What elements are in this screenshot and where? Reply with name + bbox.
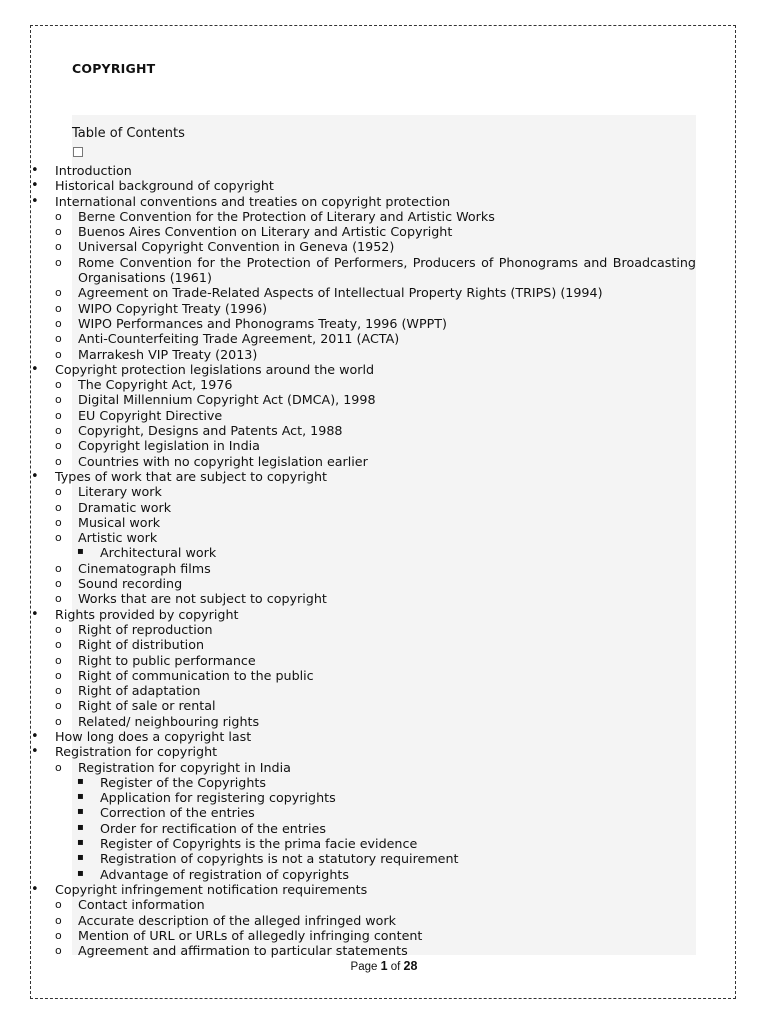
toc-entry-text: Right of distribution — [78, 637, 205, 653]
toc-bullet-icon: ▪ — [77, 837, 84, 849]
toc-bullet-icon: o — [55, 424, 62, 438]
toc-entry-text: Anti-Counterfeiting Trade Agreement, 2011 (ACTA) — [78, 331, 400, 347]
toc-entry[interactable] — [0, 943, 696, 958]
toc-entry[interactable] — [0, 714, 696, 729]
footer-current-page: 1 — [380, 959, 388, 973]
toc-bullet-icon: o — [55, 286, 62, 300]
toc-entry-text: Rome Convention for the Protection of Performers, Producers of Phonograms and Broadcasting Organisations (1961) — [78, 254, 696, 286]
toc-bullet-icon: o — [55, 760, 62, 774]
toc-bullet-icon: o — [55, 913, 62, 927]
toc-entry[interactable] — [0, 775, 696, 790]
toc-bullet-icon: o — [55, 515, 62, 529]
toc-entry[interactable] — [0, 760, 696, 775]
toc-entry-text: Right of adaptation — [78, 683, 201, 699]
toc-bullet-icon: ▪ — [77, 775, 84, 787]
toc-bullet-icon: o — [55, 240, 62, 254]
toc-bullet-icon: o — [55, 393, 62, 407]
toc-entry-text: Musical work — [78, 514, 161, 530]
toc-entry[interactable] — [0, 591, 696, 606]
toc-entry[interactable] — [0, 668, 696, 683]
toc-entry-text: Right of communication to the public — [78, 667, 314, 683]
toc-entry-text: EU Copyright Directive — [78, 407, 223, 423]
toc-entry[interactable] — [0, 408, 696, 423]
toc-entry[interactable] — [0, 530, 696, 545]
toc-bullet-icon: o — [55, 684, 62, 698]
toc-bullet-icon: o — [55, 485, 62, 499]
toc-entry-text: Register of the Copyrights — [100, 774, 266, 790]
toc-entry-text: Literary work — [78, 484, 162, 500]
toc-bullet-icon: o — [55, 255, 62, 269]
toc-entry-text: Mention of URL or URLs of allegedly infringing content — [78, 927, 423, 943]
toc-entry[interactable] — [0, 805, 696, 820]
toc-entry[interactable] — [0, 239, 696, 254]
toc-entry[interactable] — [0, 836, 696, 851]
toc-bullet-icon: ▪ — [77, 867, 84, 879]
toc-bullet-icon: • — [31, 744, 39, 760]
toc-entry[interactable] — [0, 683, 696, 698]
toc-bullet-icon: o — [55, 561, 62, 575]
toc-entry[interactable] — [0, 576, 696, 591]
toc-bullet-icon: o — [55, 653, 62, 667]
toc-entry-text: Copyright infringement notification requirements — [55, 881, 368, 897]
toc-entry[interactable] — [0, 209, 696, 224]
toc-bullet-icon: o — [55, 454, 62, 468]
toc-entry-text: Right of reproduction — [78, 621, 213, 637]
toc-entry[interactable] — [0, 744, 696, 759]
toc-bullet-icon: o — [55, 577, 62, 591]
toc-entry[interactable] — [0, 698, 696, 713]
toc-entry-text: Registration of copyrights is not a statutory requirement — [100, 851, 459, 867]
toc-entry[interactable] — [0, 897, 696, 912]
toc-entry[interactable] — [0, 653, 696, 668]
table-of-contents — [0, 163, 696, 958]
toc-bullet-icon: • — [31, 361, 39, 377]
footer-page-word: Page — [350, 961, 378, 973]
toc-entry-text: The Copyright Act, 1976 — [78, 377, 233, 393]
toc-entry[interactable] — [0, 545, 696, 560]
toc-bullet-icon: • — [31, 178, 39, 194]
toc-bullet-icon: o — [55, 714, 62, 728]
toc-entry-text: Registration for copyright — [55, 744, 218, 760]
toc-entry-text: Correction of the entries — [100, 805, 255, 821]
toc-entry-text: Dramatic work — [78, 499, 172, 515]
toc-bullet-icon: ▪ — [77, 806, 84, 818]
toc-bullet-icon: ▪ — [77, 852, 84, 864]
toc-entry-text: Berne Convention for the Protection of Literary and Artistic Works — [78, 208, 495, 224]
toc-entry[interactable] — [0, 316, 696, 331]
toc-entry-text: Copyright protection legislations around the world — [55, 361, 375, 377]
toc-bullet-icon: o — [55, 668, 62, 682]
toc-entry-text: Types of work that are subject to copyright — [55, 468, 328, 484]
toc-entry-text: Historical background of copyright — [55, 178, 274, 194]
toc-entry-text: Cinematograph films — [78, 560, 211, 576]
toc-bullet-icon: o — [55, 316, 62, 330]
toc-entry[interactable] — [0, 454, 696, 469]
toc-bullet-icon: o — [55, 209, 62, 223]
toc-entry[interactable] — [0, 347, 696, 362]
toc-entry[interactable] — [0, 285, 696, 300]
toc-bullet-icon: ▪ — [77, 791, 84, 803]
toc-entry-text: Application for registering copyrights — [100, 790, 336, 806]
toc-entry[interactable] — [0, 821, 696, 836]
toc-entry[interactable] — [0, 484, 696, 499]
toc-entry-text: Countries with no copyright legislation earlier — [78, 453, 368, 469]
toc-entry[interactable] — [0, 882, 696, 897]
toc-entry[interactable] — [0, 331, 696, 346]
toc-entry-text: Universal Copyright Convention in Geneva (1952) — [78, 239, 395, 255]
toc-bullet-icon: ▪ — [77, 546, 84, 558]
toc-bullet-icon: o — [55, 944, 62, 958]
toc-bullet-icon: • — [31, 728, 39, 744]
toc-bullet-icon: o — [55, 408, 62, 422]
toc-entry-text: WIPO Copyright Treaty (1996) — [78, 300, 268, 316]
toc-bullet-icon: • — [31, 193, 39, 209]
toc-entry-text: Introduction — [55, 163, 132, 178]
toc-entry[interactable] — [0, 913, 696, 928]
toc-entry[interactable] — [0, 178, 696, 193]
toc-entry-text: How long does a copyright last — [55, 728, 252, 744]
toc-bullet-icon: o — [55, 898, 62, 912]
toc-entry-text: Accurate description of the alleged infringed work — [78, 912, 396, 928]
toc-entry[interactable] — [0, 851, 696, 866]
toc-entry[interactable] — [0, 469, 696, 484]
toc-entry[interactable] — [0, 194, 696, 209]
toc-entry[interactable] — [0, 163, 696, 178]
toc-entry-text: Right to public performance — [78, 652, 256, 668]
toc-entry-text: WIPO Performances and Phonograms Treaty, 1996 (WPPT) — [78, 315, 447, 331]
toc-bullet-icon: o — [55, 500, 62, 514]
toc-entry-text: Right of sale or rental — [78, 698, 216, 714]
toc-bullet-icon: o — [55, 301, 62, 315]
toc-bullet-icon: o — [55, 592, 62, 606]
page-footer — [0, 959, 768, 973]
toc-entry[interactable] — [0, 607, 696, 622]
toc-entry[interactable] — [0, 515, 696, 530]
toc-entry-text: Copyright, Designs and Patents Act, 1988 — [78, 423, 343, 439]
toc-entry-text: Agreement on Trade-Related Aspects of Intellectual Property Rights (TRIPS) (1994) — [78, 285, 603, 301]
toc-bullet-icon: o — [55, 225, 62, 239]
toc-entry[interactable] — [0, 301, 696, 316]
toc-entry[interactable] — [0, 928, 696, 943]
toc-bullet-icon: o — [55, 332, 62, 346]
toc-bullet-icon: o — [55, 531, 62, 545]
toc-bullet-icon: o — [55, 638, 62, 652]
toc-entry-text: Digital Millennium Copyright Act (DMCA), 1998 — [78, 392, 376, 408]
toc-entry-text: Register of Copyrights is the prima facie evidence — [100, 836, 418, 852]
toc-bullet-icon: o — [55, 439, 62, 453]
toc-bullet-icon: • — [31, 163, 39, 178]
toc-entry[interactable] — [0, 438, 696, 453]
toc-bullet-icon: • — [31, 881, 39, 897]
toc-entry-text: Agreement and affirmation to particular statements — [78, 943, 408, 959]
toc-entry[interactable] — [0, 637, 696, 652]
toc-entry-text: Works that are not subject to copyright — [78, 591, 327, 607]
toc-entry[interactable] — [0, 561, 696, 576]
toc-entry-text: Registration for copyright in India — [78, 759, 291, 775]
toc-entry-text: Rights provided by copyright — [55, 606, 239, 622]
toc-field-checkbox-icon[interactable] — [73, 147, 83, 157]
toc-entry[interactable] — [0, 362, 696, 377]
document-title: COPYRIGHT — [72, 61, 156, 76]
toc-entry[interactable] — [0, 622, 696, 637]
footer-total-pages: 28 — [403, 959, 418, 973]
toc-entry[interactable] — [0, 377, 696, 392]
toc-heading: Table of Contents — [72, 126, 185, 141]
toc-entry-text: Copyright legislation in India — [78, 438, 260, 454]
toc-bullet-icon: o — [55, 622, 62, 636]
toc-entry-text: Sound recording — [78, 576, 183, 592]
toc-entry-text: Advantage of registration of copyrights — [100, 866, 349, 882]
toc-entry-text: Contact information — [78, 897, 205, 913]
toc-entry-text: Architectural work — [100, 545, 217, 561]
toc-entry[interactable] — [0, 392, 696, 407]
toc-entry-text: Order for rectification of the entries — [100, 820, 326, 836]
toc-entry-text: International conventions and treaties on copyright protection — [55, 193, 451, 209]
toc-entry[interactable] — [0, 867, 696, 882]
toc-entry-text: Related/ neighbouring rights — [78, 713, 260, 729]
footer-of-word: of — [390, 961, 401, 973]
toc-bullet-icon: o — [55, 347, 62, 361]
toc-bullet-icon: ▪ — [77, 821, 84, 833]
toc-bullet-icon: • — [31, 468, 39, 484]
toc-entry[interactable] — [0, 224, 696, 239]
toc-entry-text: Buenos Aires Convention on Literary and Artistic Copyright — [78, 224, 453, 240]
toc-entry[interactable] — [0, 790, 696, 805]
toc-entry-text: Marrakesh VIP Treaty (2013) — [78, 346, 258, 362]
toc-bullet-icon: o — [55, 928, 62, 942]
toc-entry[interactable] — [0, 500, 696, 515]
toc-entry[interactable] — [0, 729, 696, 744]
toc-entry[interactable] — [0, 423, 696, 438]
toc-entry[interactable] — [0, 255, 696, 286]
toc-bullet-icon: • — [31, 606, 39, 622]
toc-entry-text: Artistic work — [78, 530, 158, 546]
toc-bullet-icon: o — [55, 699, 62, 713]
toc-bullet-icon: o — [55, 378, 62, 392]
